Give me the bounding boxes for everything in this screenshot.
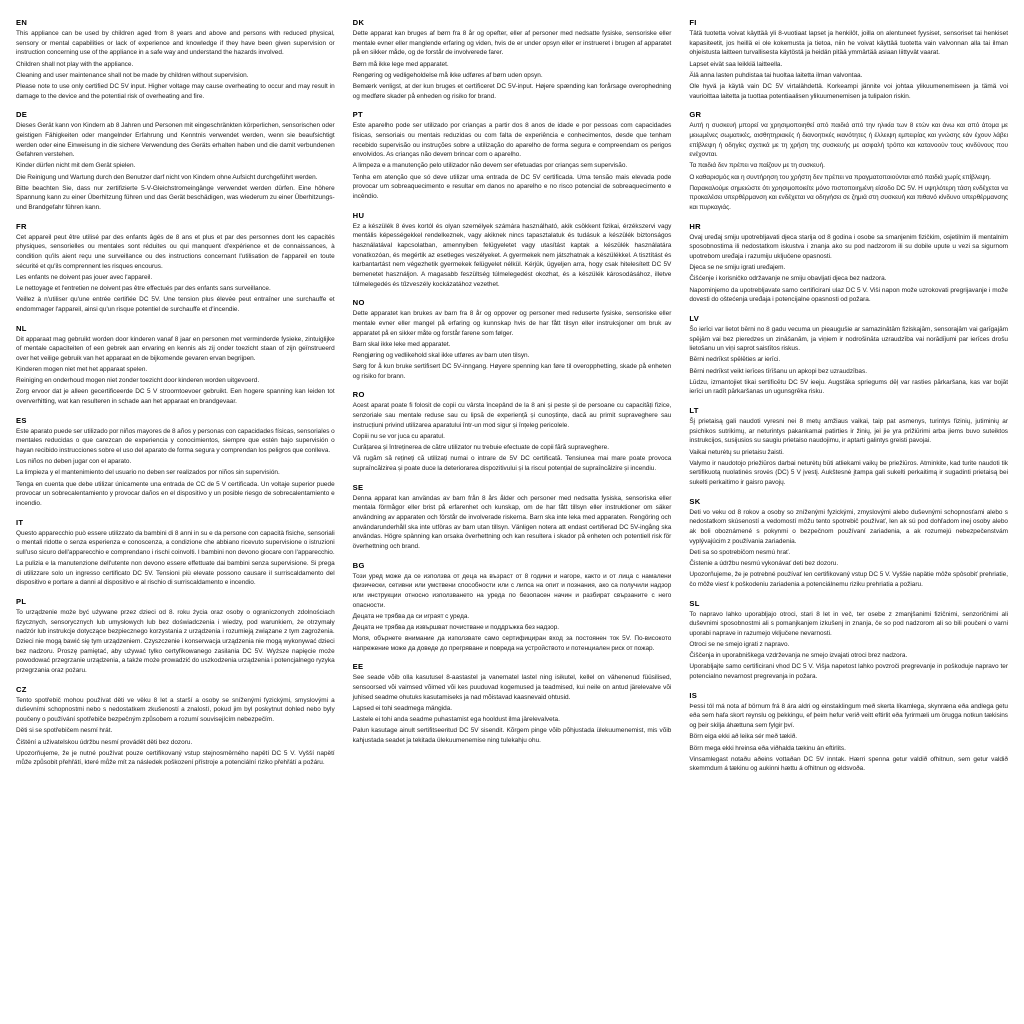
language-section-sl bbox=[689, 599, 1008, 682]
paragraph: Cet appareil peut être utilisé par des enfants âgés de 8 ans et plus et par des personnes dont les capacités physiques, sensorielles ou mentales sont réduites ou qui manquent d'expérience et de connaissances, à condition qu'ils aient reçu une surveillance ou des instructions concernant l'utilisation de l'appareil en toute sécurité et qu'ils comprennent les risques encourus. bbox=[16, 233, 335, 270]
paragraph: Децата не трябва да си играят с уреда. bbox=[352, 612, 470, 620]
language-section-nl bbox=[16, 324, 335, 407]
paragraph: Čistenie a údržbu nesmú vykonávať deti bez dozoru. bbox=[689, 560, 839, 568]
paragraph: Lastele ei tohi anda seadme puhastamist ega hooldust ilma järelevalveta. bbox=[352, 716, 560, 724]
language-section-hr bbox=[689, 222, 1008, 305]
language-code-de: DE bbox=[16, 110, 28, 120]
paragraph: Čištění a uživatelskou údržbu nesmí provádět děti bez dozoru. bbox=[16, 738, 193, 746]
paragraph: Upozorňujeme, že je nutné používat pouze certifikovaný vstup stejnosměrného napětí DC 5 V. Vyšší napětí může způsobit přehřátí, které může mít za následek poškození přístroje a potenciální riziko přehřátí a požáru. bbox=[16, 749, 335, 767]
paragraph: La pulizia e la manutenzione dell'utente non devono essere effettuate dai bambini senza supervisione. Si prega di utilizzare solo un ingresso certificato DC 5V. Tensioni più elevate possono causare il surriscaldamento del dispositivo e portare a danni al dispositivo e al rischio di surriscaldamento e incendio. bbox=[16, 560, 335, 587]
language-code-gr: GR bbox=[689, 110, 702, 120]
paragraph: Čišćenje i korisničko održavanje ne smiju obavljati djeca bez nadzora. bbox=[689, 275, 887, 283]
language-code-dk: DK bbox=[352, 18, 365, 27]
paragraph: Dit apparaat mag gebruikt worden door kinderen vanaf 8 jaar en personen met verminderde fysieke, zintuiglijke of mentale capaciteiten of een gebrek aan ervaring en kennis als zij onder toezicht staan of zijn geïnstrueerd over het veilige gebruik van het apparaat en de bijkomende gevaren ervan begrijpen. bbox=[16, 335, 335, 362]
paragraph: Моля, обърнете внимание да използвате само сертифициран вход за постоянен ток 5V. По-високото напрежение може да доведе до прегряване и повреда на устройството и потенциален риск от пожар. bbox=[352, 635, 672, 652]
paragraph: Vaikai neturėtų su prietaisu žaisti. bbox=[689, 448, 784, 456]
paragraph: Questo apparecchio può essere utilizzato da bambini di 8 anni in su e da persone con capacità fisiche, sensoriali o mentali ridotte o senza esperienza e conoscenza, a condizione che abbiano ricevuto supervisione o istruzioni sull'uso sicuro dell'apparecchio e comprendano i rischi coinvolti. I bambini non devono giocare con l'apparecchio. bbox=[16, 529, 335, 556]
paragraph: See seade võib olla kasutusel 8-aastastel ja vanematel lastel ning isikutel, kellel on vähenenud füüsilised, sensoorsed või vaimsed võimed või kes puuduvad kogemused ja teadmised, kui neile on antud järelevalve või juhised seadme ohutuks kasutamiseks ja nad mõistavad kaasnevaid ohtusid. bbox=[352, 674, 672, 701]
language-section-se bbox=[353, 483, 672, 552]
paragraph: Älä anna lasten puhdistaa tai huoltaa laitetta ilman valvontaa. bbox=[689, 71, 863, 79]
paragraph: Les enfants ne doivent pas jouer avec l'appareil. bbox=[16, 273, 153, 281]
paragraph: Vă rugăm să rețineți că utilizați numai o intrare de 5V DC certificată. Tensiunea mai mare poate provoca supraîncălzirea și poate duce la deteriorarea dispozitivului și la riscul potențial de supraîncălzire și incendiu. bbox=[352, 455, 672, 472]
language-code-it: IT bbox=[16, 517, 24, 527]
paragraph: Šo ierīci var lietot bērni no 8 gadu vecuma un pieaugušie ar samazinātām fiziskajām, sensorajām vai garīgajām spējām vai bez pieredzes un zināšanām, ja viņiem ir nodrošināta uzraudzība vai norādījumi par ierīces drošu lietošanu un viņi saprot saistītos riskus. bbox=[689, 325, 1009, 353]
paragraph: Barn skal ikke leke med apparatet. bbox=[352, 340, 451, 348]
paragraph: Börn eiga ekki að leika sér með tækið. bbox=[689, 733, 798, 741]
paragraph: Børn må ikke lege med apparatet. bbox=[352, 60, 449, 68]
language-code-cz: CZ bbox=[16, 684, 27, 694]
paragraph: Children shall not play with the appliance. bbox=[16, 60, 134, 68]
paragraph: Denna apparat kan användas av barn från 8 års ålder och personer med nedsatta fysiska, sensoriska eller mentala förmågor eller brist på erfarenhet och kunskap, om de har fått tillsyn eller instruktioner om säker användning av apparaten och förstår de involverade riskerna. Barn ska inte leka med apparaten. Rengöring och användarunderhåll ska inte utföras av barn utan tillsyn. Vänligen notera att endast certifierad DC 5V-ingång ska användas. Högre spänning kan orsaka överhettning och kan resultera i skador på enheten och potentiell risk för överhettning och brand. bbox=[352, 494, 672, 550]
language-code-hu: HU bbox=[352, 210, 365, 220]
paragraph: To napravo lahko uporabljajo otroci, stari 8 let in več, ter osebe z zmanjšanimi fizičnimi, senzoričnimi ali duševnimi sposobnostmi ali s pomanjkanjem izkušenj in znanja, če so pod nadzorom ali so bili poučeni o varni uporabi naprave in razumejo vključene nevarnosti. bbox=[689, 610, 1009, 637]
paragraph: Bērni nedrīkst spēlēties ar ierīci. bbox=[689, 356, 781, 364]
paragraph: Παρακαλούμε σημειώστε ότι χρησιμοποιείτε μόνο πιστοποιημένη είσοδο DC 5V. Η υψηλότερη τάση ενδέχεται να προκαλέσει υπερθέρμανση και ενδέχεται να οδηγήσει σε ζημιά στη συσκευή και πιθανό κίνδυνο υπερθέρμανσης και πυρκαγιάς. bbox=[689, 184, 1009, 212]
paragraph: Ο καθαρισμός και η συντήρηση του χρήστη δεν πρέπει να πραγματοποιούνται από παιδιά χωρίς επίβλεψη. bbox=[689, 173, 991, 181]
language-code-nl: NL bbox=[16, 323, 27, 333]
language-code-en: EN bbox=[16, 18, 28, 27]
language-column-2 bbox=[353, 18, 672, 755]
language-section-ro bbox=[353, 390, 672, 473]
paragraph: Please note to use only certified DC 5V input. Higher voltage may cause overheating to occur and may result in damage to the device and the potential risk of overheating and fire. bbox=[16, 82, 335, 100]
paragraph: Този уред може да се използва от деца на възраст от 8 години и нагоре, както и от лица с намалени физически, сетивни или умствени способности или с липса на опит и познания, ако са получили надзор или инструкции относно използването на уреда по безопасен начин и разбират свързаните с него опасности. bbox=[352, 572, 672, 609]
language-code-hr: HR bbox=[689, 221, 701, 231]
paragraph: Copiii nu se vor juca cu aparatul. bbox=[352, 432, 445, 440]
paragraph: Bemærk venligst, at der kun bruges et certificeret DC 5V-input. Højere spænding kan forårsage overophedning og medføre skader på enheden og risiko for brand. bbox=[352, 82, 672, 100]
paragraph: Valymo ir naudotojo priežiūros darbai neturėtų būti atliekami vaikų be priežiūros. Atminkite, kad turite naudoti tik sertifikuotą nuolatinės srovės (DC) 5 V įvestį. Aukštesnė įtampa gali sukelti perkaitimą ir sugadinti prietaisą bei sukelti perkaitimo ir gaisro pavojų. bbox=[689, 459, 1009, 487]
paragraph: Αυτή η συσκευή μπορεί να χρησιμοποιηθεί από παιδιά από την ηλικία των 8 ετών και άνω και από άτομα με μειωμένες σωματικές, αισθητηριακές ή διανοητικές ικανότητες ή έλλειψη εμπειρίας και γνώσης εάν έχουν λάβει επίβλεψη ή οδηγίες σχετικά με τη χρήση της συσκευής με ασφαλή τρόπο και κατανοούν τους κινδύνους που ενέχονται. bbox=[689, 122, 1009, 159]
language-code-pt: PT bbox=[352, 110, 363, 120]
paragraph: Šį prietaisą gali naudoti vyresni nei 8 metų amžiaus vaikai, taip pat asmenys, turintys fizinių, jutiminių ar psichikos sutrikimų, ar neturintys pakankamai patirties ir žinių, jei jie yra prižiūrimi arba jiems buvo suteiktos instrukcijos, susijusios su saugiu prietaiso naudojimu, ir aptarti galintys greisti pavojai. bbox=[689, 418, 1009, 445]
paragraph: Rengøring og vedligeholdelse må ikke udføres af børn uden opsyn. bbox=[352, 71, 543, 79]
paragraph: Reiniging en onderhoud mogen niet zonder toezicht door kinderen worden uitgevoerd. bbox=[16, 377, 260, 385]
paragraph: Los niños no deben jugar con el aparato. bbox=[16, 458, 132, 466]
paragraph: Börn mega ekki hreinsa eða viðhalda tækinu án eftirlits. bbox=[689, 744, 846, 752]
paragraph: Cleaning and user maintenance shall not be made by children without supervision. bbox=[16, 71, 249, 79]
language-code-lv: LV bbox=[689, 313, 700, 323]
language-section-cz bbox=[16, 685, 335, 768]
paragraph: Acest aparat poate fi folosit de copii cu vârsta începând de la 8 ani și peste și de persoane cu capacități fizice, senzoriale sau mentale reduse sau cu lipsă de experiență și cunoștințe, dacă au primit supraveghere sau instrucțiuni privind utilizarea aparatului într-un mod sigur și înțeleg pericolele. bbox=[352, 402, 672, 429]
paragraph: Bērni nedrīkst veikt ierīces tīrīšanu un apkopi bez uzraudzības. bbox=[689, 367, 868, 375]
paragraph: Otroci se ne smejo igrati z napravo. bbox=[689, 641, 790, 649]
paragraph: Djeca se ne smiju igrati uređajem. bbox=[689, 264, 786, 272]
paragraph: Este aparelho pode ser utilizado por crianças a partir dos 8 anos de idade e por pessoas com capacidades físicas, sensoriais ou mentais reduzidas ou com falta de experiência e conhecimentos, desde que tenham recebido supervisão ou instruções sobre a utilização do aparelho de forma segura e compreendam os perigos envolvidos. As crianças não devem brincar com o aparelho. bbox=[352, 122, 672, 159]
language-section-dk bbox=[353, 18, 672, 101]
language-section-es bbox=[16, 416, 335, 509]
paragraph: Dette apparatet kan brukes av barn fra 8 år og oppover og personer med reduserte fysiske, sensoriske eller mentale evner eller mangel på erfaring og kunnskap hvis de har fått tilsyn eller instruksjoner om bruk av apparatet på en sikker måte og forstår farene som følger. bbox=[352, 310, 672, 337]
paragraph: Le nettoyage et l'entretien ne doivent pas être effectués par des enfants sans surveillance. bbox=[16, 285, 271, 293]
language-section-bg bbox=[353, 561, 672, 654]
language-code-sl: SL bbox=[689, 598, 700, 608]
language-section-pl bbox=[16, 597, 335, 676]
paragraph: Die Reinigung und Wartung durch den Benutzer darf nicht von Kindern ohne Aufsicht durchgeführt werden. bbox=[16, 173, 318, 181]
paragraph: Čiščenja in uporabniškega vzdrževanja ne smejo izvajati otroci brez nadzora. bbox=[689, 652, 908, 660]
language-section-pt bbox=[353, 110, 672, 201]
paragraph: Kinder dürfen nicht mit dem Gerät spielen. bbox=[16, 162, 136, 170]
paragraph: Lapset eivät saa leikkiä laitteella. bbox=[689, 60, 783, 68]
paragraph: Ole hyvä ja käytä vain DC 5V virtalähdettä. Korkeampi jännite voi johtaa ylikuumenemiseen ja tämä voi vaurioittaa laitetta ja tuottaa potentiaalisen ylikuumenemisen ja tulipalon riskin. bbox=[689, 82, 1009, 100]
language-code-bg: BG bbox=[352, 560, 365, 570]
language-code-no: NO bbox=[352, 298, 365, 308]
language-column-3 bbox=[689, 18, 1008, 783]
language-column-1 bbox=[16, 18, 335, 777]
paragraph: Ez a készülék 8 éves kortól és olyan személyek számára használható, akik csökkent fizikai, érzékszervi vagy mentális képességekkel rendelkeznek, vagy akiknek nincs tapasztalatuk és tudásuk a készülék biztonságos használatával kapcsolatban, amennyiben felügyeletet vagy utasítást kaptak a készülék használatára vonatkozóan, és megértik az esetleges veszélyeket. A gyermekek nem játszhatnak a készülékkel. A tisztítást és karbantartást nem végezhetik gyermekek felügyelet nélkül. Kérjük, ügyeljen arra, hogy csak hitelesített DC 5V bemenetet használjon. A magasabb feszültség túlmelegedést okozhat, és a készülék károsodásához, illetve túlmelegedés és tűzveszély kockázatához vezethet. bbox=[352, 222, 672, 288]
paragraph: Dette apparat kan bruges af børn fra 8 år og opefter, eller af personer med nedsatte fysiske, sensoriske eller mentale evner eller manglende erfaring og viden, hvis de er under opsyn eller er instrueret i brugen af apparatet på en sikker måde, og de forstår de involverede farer. bbox=[352, 29, 672, 57]
paragraph: Uporabljajte samo certificirani vhod DC 5 V. Višja napetost lahko povzroči pregrevanje in poškoduje napravo ter potencialno nevarnost pregrevanja in požara. bbox=[689, 663, 1009, 681]
paragraph: Curățarea și întreținerea de către utilizator nu trebuie efectuate de copii fără supraveghere. bbox=[352, 444, 609, 452]
paragraph: To urządzenie może być używane przez dzieci od 8. roku życia oraz osoby o ograniczonych zdolnościach fizycznych, sensorycznych lub umysłowych lub bez doświadczenia i wiedzy, pod warunkiem, że otrzymały nadzór lub instrukcje dotyczące bezpiecznego korzystania z urządzenia i rozumieją związane z tym zagrożenia. Dzieci nie mogą bawić się tym urządzeniem. Czyszczenie i konserwacja urządzenia nie mogą wykonywać dzieci bez nadzoru. Proszę pamiętać, aby używać tylko certyfikowanego zasilania DC 5V. Wyższe napięcie może powodować przegrzanie urządzenia, a także może prowadzić do uszkodzenia urządzenia i potencjalnego ryzyka przegrzania oraz pożaru. bbox=[16, 609, 335, 675]
language-section-gr bbox=[689, 110, 1008, 213]
paragraph: Rengjøring og vedlikehold skal ikke utføres av barn uten tilsyn. bbox=[352, 351, 530, 359]
language-section-fi bbox=[689, 18, 1008, 101]
paragraph: Děti si se spotřebičem nesmí hrát. bbox=[16, 727, 113, 735]
paragraph: Tätä tuotetta voivat käyttää yli 8-vuotiaat lapset ja henkilöt, joilla on alentuneet fyysiset, sensoriset tai henkiset kapasiteetit, jos heillä ei ole kokemusta ja tietoa, niin he voivat käyttää tuotetta vain valvonnan alla tai ilman ohjeistusta laitteen turvallisesta käytöstä ja heidän pitää ymmärtää asiaan liittyvät vaarat. bbox=[689, 29, 1009, 57]
language-section-hu bbox=[353, 211, 672, 290]
paragraph: Ovaj uređaj smiju upotrebljavati djeca starija od 8 godina i osobe sa smanjenim fizičkim, osjetilnim ili mentalnim sposobnostima ili nedostatkom iskustva i znanja ako su pod nadzorom ili su dobile upute u vezi sa sigurnom upotrebom uređaja i razumiju uključene opasnosti. bbox=[689, 233, 1009, 261]
paragraph: Vinsamlegast notaðu aðeins vottaðan DC 5V inntak. Hærri spenna getur valdið ofhitnun, sem getur valdið skemmdum á tækinu og aukinni hættu á ofhitnun og eldsvoða. bbox=[689, 755, 1009, 773]
paragraph: Þessi tól má nota af börnum frá 8 ára aldri og einstaklingum með skerta líkamlega, skynræna eða andlega getu eða sem hafa skort reynslu og þekkingu, ef þeim hefur verið veitt eftirlit eða fyrirmæli um örugga notkun tækisins og þeir skilja áhættuna sem fylgir því. bbox=[689, 702, 1009, 730]
language-section-en bbox=[16, 18, 335, 101]
multilingual-columns bbox=[16, 18, 1008, 1014]
paragraph: Децата не трябва да извършват почистване и поддръжка без надзор. bbox=[352, 623, 560, 631]
language-section-sk bbox=[689, 497, 1008, 590]
paragraph: Lūdzu, izmantojiet tikai sertificētu DC 5V ieeju. Augstāka spriegums dēļ var rasties pārkaršana, kas var bojāt ierīci un radīt pārkaršanas un ugunsgrēka risku. bbox=[689, 378, 1009, 396]
language-code-sk: SK bbox=[689, 496, 701, 506]
paragraph: Lapsed ei tohi seadmega mängida. bbox=[352, 704, 453, 712]
paragraph: Tenga en cuenta que debe utilizar únicamente una entrada de CC de 5 V certificada. Un voltaje superior puede provocar un sobrecalentamiento y provocar daños en el dispositivo y un posible riesgo de sobrecalentamiento e incendio. bbox=[16, 480, 335, 507]
paragraph: Dieses Gerät kann von Kindern ab 8 Jahren und Personen mit eingeschränkten körperlichen, sensorischen oder geistigen Fähigkeiten oder mangelnder Erfahrung und Kenntnis verwendet werden, wenn sie beaufsichtigt werden oder eine Einweisung in die sichere Verwendung des Geräts erhalten haben und die damit verbundenen Gefahren verstehen. bbox=[16, 122, 335, 159]
language-code-fi: FI bbox=[689, 18, 697, 27]
language-section-fr bbox=[16, 222, 335, 315]
language-section-de bbox=[16, 110, 335, 213]
language-section-no bbox=[353, 298, 672, 381]
language-code-lt: LT bbox=[689, 406, 699, 416]
paragraph: Tento spotřebič mohou používat děti ve věku 8 let a starší a osoby se sníženými fyzickými, smyslovými a duševními schopnostmi nebo s nedostatkem zkušeností a znalostí, pokud jim byl poskytnut dohled nebo byly poučeny o používání spotřebiče bezpečným způsobem a rozumí souvisejícím nebezpečím. bbox=[16, 696, 335, 724]
language-code-es: ES bbox=[16, 415, 27, 425]
paragraph: Sørg for å kun bruke sertifisert DC 5V-inngang. Høyere spenning kan føre til overopphetting, skade på enheten og risiko for brann. bbox=[352, 363, 672, 380]
language-section-ee bbox=[353, 662, 672, 745]
paragraph: Upozorňujeme, že je potrebné používať len certifikovaný vstup DC 5 V. Vyššie napätie môže spôsobiť prehriatie, čo môže viesť k poškodeniu zariadenia a potenciálnemu riziku prehriatia a požiaru. bbox=[689, 571, 1009, 588]
language-code-se: SE bbox=[352, 482, 364, 492]
paragraph: This appliance can be used by children aged from 8 years and above and persons with reduced physical, sensory or mental capabilities or lack of experience and knowledge if they have been given supervision or instruction concerning use of the appliance in a safe way and understand the hazards involved. bbox=[16, 29, 335, 57]
language-section-lt bbox=[689, 406, 1008, 488]
paragraph: Τα παιδιά δεν πρέπει να παίζουν με τη συσκευή. bbox=[689, 162, 825, 170]
paragraph: Este aparato puede ser utilizado por niños mayores de 8 años y personas con capacidades físicas, sensoriales o mentales reducidas o que carezcan de experiencia y conocimientos, siempre que estén bajo supervisión o hayan recibido instrucciones sobre el uso del aparato de forma segura y comprendan los peligros que conlleva. bbox=[16, 427, 335, 455]
paragraph: A limpeza e a manutenção pelo utilizador não devem ser efetuadas por crianças sem supervisão. bbox=[352, 162, 628, 170]
paragraph: Deti vo veku od 8 rokov a osoby so zníženými fyzickými, zmyslovými alebo duševnými schopnosťami alebo s nedostatkom skúseností a vedomostí môžu tento spotrebič používať, len ak sú pod dohľadom inej osoby alebo ak boli oboznámené s pokynmi o bezpečnom používaní zariadenia, a ak rozumejú nebezpečenstvám vyplývajúcim z používania zariadenia. bbox=[689, 508, 1009, 545]
language-code-ee: EE bbox=[352, 662, 364, 672]
paragraph: Zorg ervoor dat je alleen gecertificeerde DC 5 V stroomtoevoer gebruikt. Een hogere spanning kan leiden tot oververhitting, wat kan resulteren in schade aan het apparaat en brandgevaar. bbox=[16, 388, 335, 406]
paragraph: Kinderen mogen niet met het apparaat spelen. bbox=[16, 366, 148, 374]
language-section-is bbox=[689, 691, 1008, 774]
language-section-it bbox=[16, 518, 335, 589]
language-code-pl: PL bbox=[16, 597, 27, 607]
language-code-ro: RO bbox=[352, 390, 365, 400]
paragraph: Napominjemo da upotrebljavate samo certificirani ulaz DC 5 V. Viši napon može uzrokovati pregrijavanje i može dovesti do oštećenja uređaja i potencijalne opasnosti od požara. bbox=[689, 286, 1009, 304]
language-section-lv bbox=[689, 314, 1008, 397]
paragraph: Deti sa so spotrebičom nesmú hrať. bbox=[689, 548, 791, 556]
paragraph: La limpieza y el mantenimiento del usuario no deben ser realizados por niños sin supervisión. bbox=[16, 469, 280, 477]
paragraph: Tenha em atenção que só deve utilizar uma entrada de DC 5V certificada. Uma tensão mais elevada pode provocar um sobreaquecimento e resultar em danos no aparelho e no risco potencial de sobreaquecimento e incêndio. bbox=[352, 173, 672, 200]
paragraph: Bitte beachten Sie, dass nur zertifizierte 5-V-Gleichstromeingänge verwendet werden dürfen. Eine höhere Spannung kann zu einer Überhitzung führen und das Gerät beschädigen, was wiederum zu einer Überhitzungs- und Brandgefahr führen kann. bbox=[16, 184, 335, 212]
paragraph: Veillez à n'utiliser qu'une entrée certifiée DC 5V. Une tension plus élevée peut entraîner une surchauffe et endommager l'appareil, ainsi qu'un risque potentiel de surchauffe et d'incendie. bbox=[16, 296, 335, 313]
language-code-fr: FR bbox=[16, 221, 27, 231]
language-code-is: IS bbox=[689, 690, 698, 700]
paragraph: Palun kasutage ainult sertifitseeritud DC 5V sisendit. Kõrgem pinge võib põhjustada ülekuumenemist, mis võib kahjustada seadet ja tekitada ülekuumenemise ning tulekahju ohu. bbox=[352, 727, 672, 744]
